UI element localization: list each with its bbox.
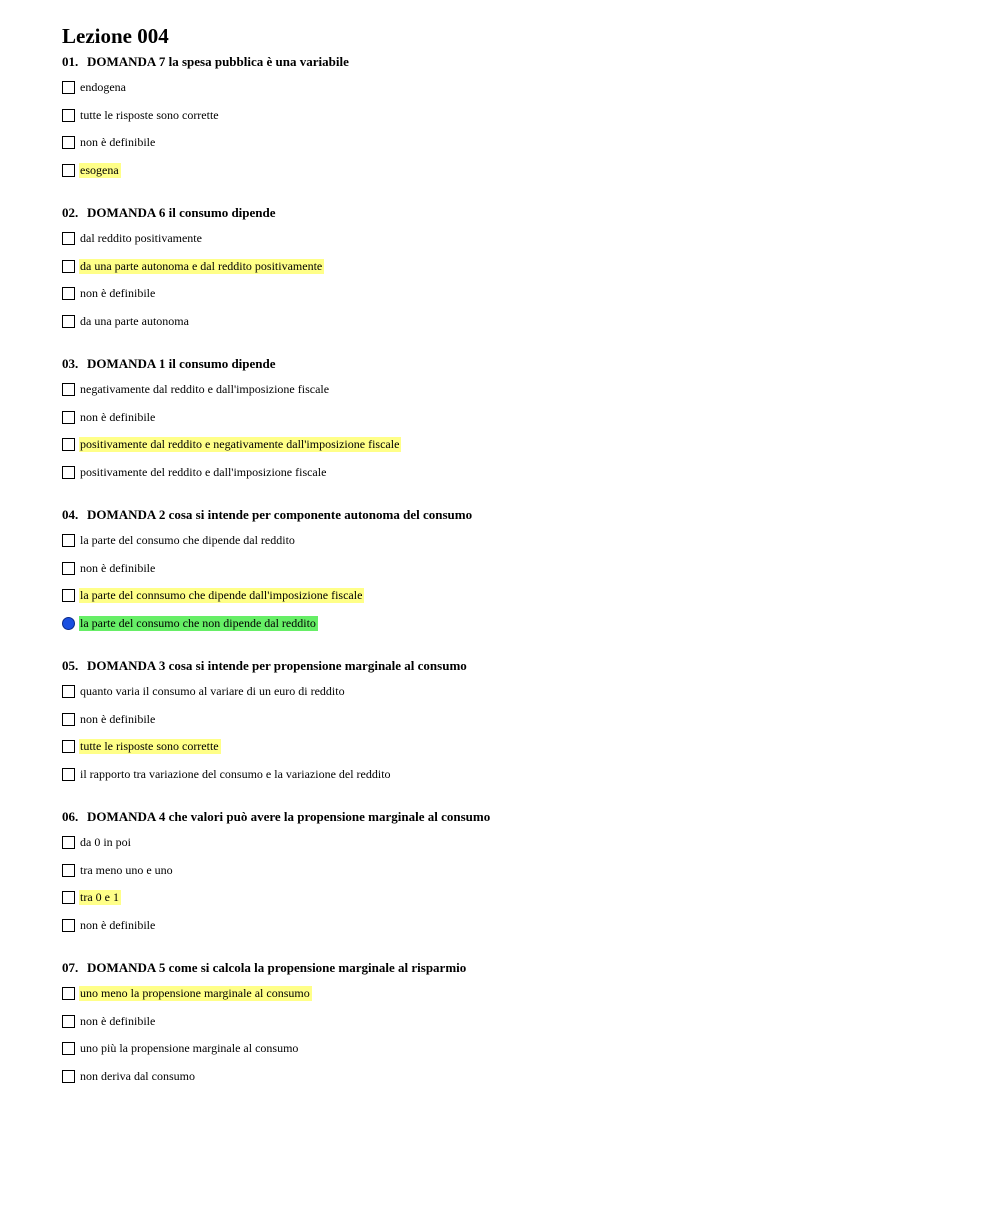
question-label: DOMANDA 3 cosa si intende per propensione marginale al consumo [87, 658, 467, 673]
checkbox-icon[interactable] [62, 713, 75, 726]
answer-option-label: dal reddito positivamente [80, 231, 202, 245]
checkbox-icon[interactable] [62, 81, 75, 94]
answer-option-label: tutte le risposte sono corrette [80, 739, 219, 754]
answer-option-label: da una parte autonoma [80, 314, 189, 329]
answer-option-label: endogena [80, 80, 126, 94]
answer-option-label: uno meno la propensione marginale al consumo [80, 986, 310, 1000]
answer-option[interactable] [62, 108, 962, 136]
answer-option[interactable] [62, 835, 962, 863]
answer-option-label: non è definibile [80, 1013, 156, 1028]
answer-option[interactable] [62, 163, 962, 191]
checkbox-icon[interactable] [62, 864, 75, 877]
question-label: DOMANDA 2 cosa si intende per componente autonoma del consumo [87, 507, 473, 522]
answer-option[interactable] [62, 890, 962, 918]
question-label: DOMANDA 7 la spesa pubblica è una variabile [87, 54, 349, 69]
answer-option-label: il rapporto tra variazione del consumo e la variazione del reddito [80, 767, 391, 782]
question-block [62, 960, 962, 1111]
answer-option-label: tra 0 e 1 [80, 890, 119, 905]
quiz-page [62, 22, 962, 1111]
question-list [62, 54, 962, 1111]
answer-option[interactable] [62, 410, 962, 438]
checkbox-icon[interactable] [62, 466, 75, 479]
answer-option[interactable] [62, 561, 962, 589]
question-label: DOMANDA 4 che valori può avere la propensione marginale al consumo [87, 809, 491, 824]
checkbox-icon[interactable] [62, 836, 75, 849]
question-block [62, 809, 962, 960]
question-label: DOMANDA 5 come si calcola la propensione marginale al risparmio [87, 960, 467, 975]
question-block [62, 658, 962, 809]
checkbox-icon[interactable] [62, 1015, 75, 1028]
checkbox-icon[interactable] [62, 383, 75, 396]
checkbox-icon[interactable] [62, 919, 75, 932]
answer-option[interactable] [62, 437, 962, 465]
answer-option[interactable] [62, 712, 962, 740]
checkbox-icon[interactable] [62, 891, 75, 904]
checkbox-icon[interactable] [62, 685, 75, 698]
selected-radio-icon[interactable] [62, 617, 75, 630]
checkbox-icon[interactable] [62, 315, 75, 328]
answer-option-label: da una parte autonoma e dal reddito positivamente [80, 258, 323, 273]
answer-option-label: uno più la propensione marginale al consumo [80, 1041, 299, 1056]
answer-option[interactable] [62, 135, 962, 163]
answer-option[interactable] [62, 918, 962, 946]
answer-option-label: non è definibile [80, 409, 156, 424]
question-number: 07. [62, 960, 79, 975]
question-text [62, 507, 962, 533]
checkbox-icon[interactable] [62, 1042, 75, 1055]
answer-option[interactable] [62, 986, 962, 1014]
question-label: DOMANDA 6 il consumo dipende [87, 205, 276, 220]
checkbox-icon[interactable] [62, 438, 75, 451]
checkbox-icon[interactable] [62, 534, 75, 547]
answer-option-label: positivamente del reddito e dall'imposizione fiscale [80, 465, 327, 480]
answer-option[interactable] [62, 259, 962, 287]
answer-option-label: non è definibile [80, 286, 156, 301]
answer-option-label: esogena [80, 163, 119, 178]
checkbox-icon[interactable] [62, 987, 75, 1000]
question-block [62, 205, 962, 356]
checkbox-icon[interactable] [62, 562, 75, 575]
question-number: 05. [62, 658, 79, 673]
question-block [62, 507, 962, 658]
answer-option[interactable] [62, 533, 962, 561]
answer-option[interactable] [62, 465, 962, 493]
answer-option[interactable] [62, 286, 962, 314]
answer-option[interactable] [62, 231, 962, 259]
checkbox-icon[interactable] [62, 1070, 75, 1083]
answer-option[interactable] [62, 684, 962, 712]
checkbox-icon[interactable] [62, 136, 75, 149]
answer-option-label: positivamente dal reddito e negativamente dall'imposizione fiscale [80, 437, 400, 452]
answer-option-label: la parte del connsumo che dipende dall'imposizione fiscale [80, 588, 363, 603]
checkbox-icon[interactable] [62, 260, 75, 273]
checkbox-icon[interactable] [62, 287, 75, 300]
answer-option-label: quanto varia il consumo al variare di un euro di reddito [80, 684, 345, 698]
answer-option-label: non è definibile [80, 135, 156, 150]
checkbox-icon[interactable] [62, 589, 75, 602]
checkbox-icon[interactable] [62, 232, 75, 245]
question-block [62, 54, 962, 205]
checkbox-icon[interactable] [62, 740, 75, 753]
answer-option-label: tutte le risposte sono corrette [80, 107, 219, 122]
answer-option-label: la parte del consumo che non dipende dal reddito [80, 616, 316, 631]
answer-option[interactable] [62, 616, 962, 644]
answer-option-label: negativamente dal reddito e dall'imposizione fiscale [80, 382, 330, 396]
question-text [62, 205, 962, 231]
checkbox-icon[interactable] [62, 411, 75, 424]
page-title: Lezione 004 [62, 24, 169, 48]
checkbox-icon[interactable] [62, 768, 75, 781]
answer-option-label: la parte del consumo che dipende dal reddito [80, 533, 295, 547]
question-number: 04. [62, 507, 79, 522]
answer-option[interactable] [62, 588, 962, 616]
answer-option[interactable] [62, 382, 962, 410]
question-text [62, 960, 962, 986]
question-number: 02. [62, 205, 79, 220]
answer-option[interactable] [62, 739, 962, 767]
answer-option[interactable] [62, 1014, 962, 1042]
answer-option[interactable] [62, 314, 962, 342]
answer-option[interactable] [62, 767, 962, 795]
question-number: 03. [62, 356, 79, 371]
answer-option[interactable] [62, 1041, 962, 1069]
answer-option-label: non è definibile [80, 560, 156, 575]
checkbox-icon[interactable] [62, 109, 75, 122]
answer-option-label: da 0 in poi [80, 835, 131, 849]
question-label: DOMANDA 1 il consumo dipende [87, 356, 276, 371]
checkbox-icon[interactable] [62, 164, 75, 177]
question-number: 01. [62, 54, 79, 69]
answer-option-label: non deriva dal consumo [80, 1069, 195, 1084]
answer-option-label: non è definibile [80, 711, 156, 726]
answer-option-label: tra meno uno e uno [80, 862, 173, 877]
answer-option-label: non è definibile [80, 918, 156, 933]
question-text [62, 356, 962, 382]
question-text [62, 658, 962, 684]
question-text [62, 809, 962, 835]
answer-option[interactable] [62, 80, 962, 108]
question-text [62, 54, 962, 80]
answer-option[interactable] [62, 863, 962, 891]
answer-option[interactable] [62, 1069, 962, 1097]
question-number: 06. [62, 809, 79, 824]
question-block [62, 356, 962, 507]
